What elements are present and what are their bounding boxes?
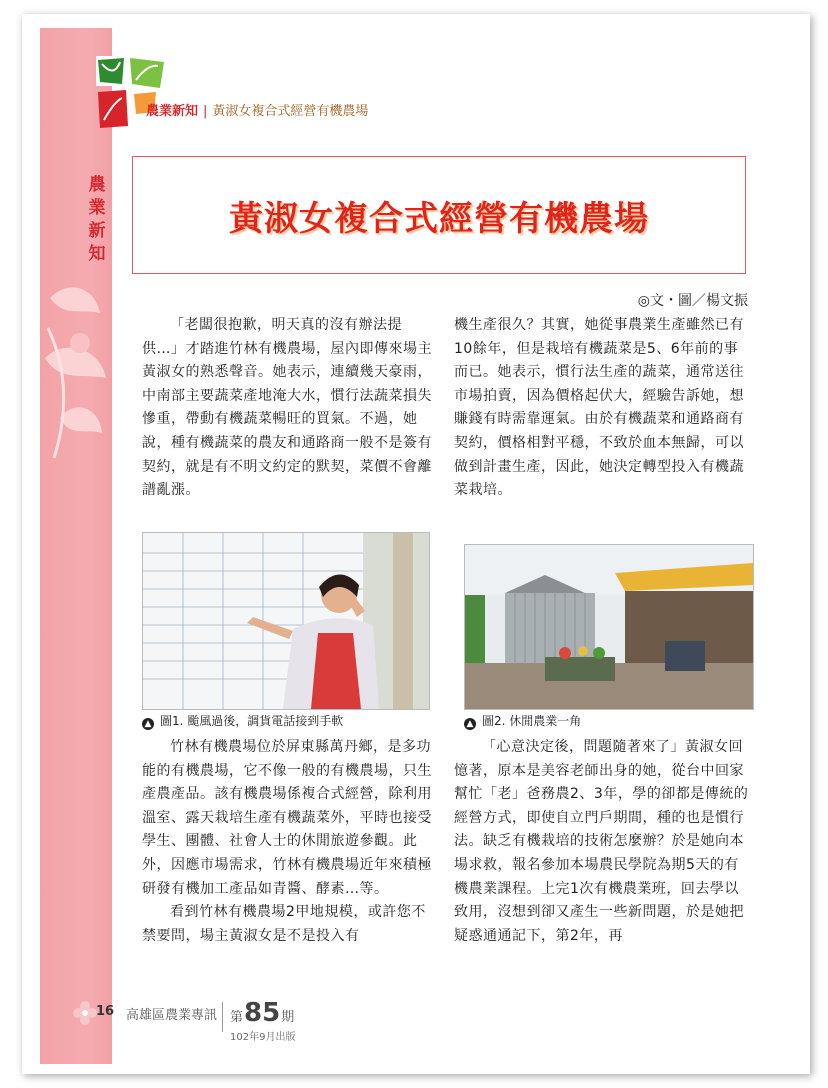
- leaf-logo-icon: [94, 54, 170, 134]
- paragraph: 「老闆很抱歉，明天真的沒有辦法提供…」才踏進竹林有機農場，屋內即傳來場主黃淑女的熟悉聲音。她表示，連續幾天豪雨，中南部主要蔬菜產地淹大水，慣行法蔬菜損失慘重，帶動有機蔬菜暢旺的買氣。不過，她說，種有機蔬菜的農友和通路商一般不是簽有契約，就是有不明文約定的默契，菜價不會離譜亂漲。: [142, 317, 432, 499]
- floral-ornament: [40, 268, 112, 488]
- article-title: 黃淑女複合式經營有機農場: [229, 198, 649, 239]
- issue-number: 85: [244, 998, 281, 1028]
- issue-label: [230, 998, 294, 1028]
- magazine-page: [22, 14, 810, 1074]
- up-arrow-icon: ▲: [464, 718, 476, 730]
- figure-1-caption: [142, 712, 343, 730]
- photo-woman-on-phone-image: [143, 533, 429, 709]
- column-2-top: [454, 314, 750, 503]
- breadcrumb: [146, 100, 368, 119]
- publish-date: 102年9月出版: [230, 1032, 296, 1043]
- photo-woman-on-phone: [142, 532, 430, 710]
- paragraph: 「心意決定後，問題隨著來了」黃淑女回憶著，原本是美容老師出身的她，從台中回家幫忙「老」爸務農2、3年，學的卻都是傳統的經營方式，即使自立門戶期間，種的也是慣行法。缺乏有機栽培的技術怎麼辦？於是她向本場求救，報名參加本場農民學院為期5天的有機農業課程。上完1次有機農業班，回去學以致用，沒想到卻又產生一些新問題，於是她把疑惑通通記下，第2年，再: [454, 739, 749, 944]
- page-number: 16: [96, 1004, 115, 1019]
- column-2-bottom: [454, 736, 750, 948]
- paragraph: 竹林有機農場位於屏東縣萬丹鄉，是多功能的有機農場，它不像一般的有機農場，只生產農產品。該有機農場係複合式經營，除利用溫室、露天栽培生產有機蔬菜外，平時也接受學生、團體、社會人士的休閒旅遊參觀。此外，因應市場需求，竹林有機農場近年來積極研發有機加工產品如青醬、酵素…等。: [142, 739, 432, 897]
- issue-suffix: 期: [281, 1010, 295, 1025]
- magazine-name: 高雄區農業專訊: [126, 1008, 218, 1023]
- caption-text: 圖2. 休閒農業一角: [482, 714, 582, 728]
- title-box: [132, 156, 746, 274]
- issue-prefix: 第: [230, 1010, 244, 1025]
- up-arrow-icon: ▲: [142, 718, 154, 730]
- caption-text: 圖1. 颱風過後，調貨電話接到手軟: [160, 714, 344, 728]
- breadcrumb-article: 黃淑女複合式經營有機農場: [212, 104, 369, 119]
- vertical-section-label: 農業新知: [88, 175, 106, 264]
- figure-2-caption: [464, 712, 581, 730]
- breadcrumb-divider: |: [203, 104, 208, 119]
- breadcrumb-category: 農業新知: [146, 104, 199, 119]
- photo-leisure-farm: [464, 544, 754, 710]
- footer-divider: [222, 1002, 223, 1032]
- photo-leisure-farm-image: [465, 545, 753, 709]
- paragraph: 看到竹林有機農場2甲地規模，或許您不禁要問，場主黃淑女是不是投入有: [142, 904, 426, 944]
- column-1-bottom: [142, 736, 434, 948]
- byline: ◎文・圖／楊文振: [637, 293, 748, 309]
- paragraph: 機生產很久？其實，她從事農業生產雖然已有10餘年，但是栽培有機蔬菜是5、6年前的事而已。她表示，慣行法生產的蔬菜，通常送往市場拍賣，因為價格起伏大，經驗告訴她，想賺錢有時需靠運氣。由於有機蔬菜和通路商有契約，價格相對平穩，不致於血本無歸，可以做到計畫生產，因此，她決定轉型投入有機蔬菜栽培。: [454, 317, 744, 499]
- column-1-top: [142, 314, 434, 503]
